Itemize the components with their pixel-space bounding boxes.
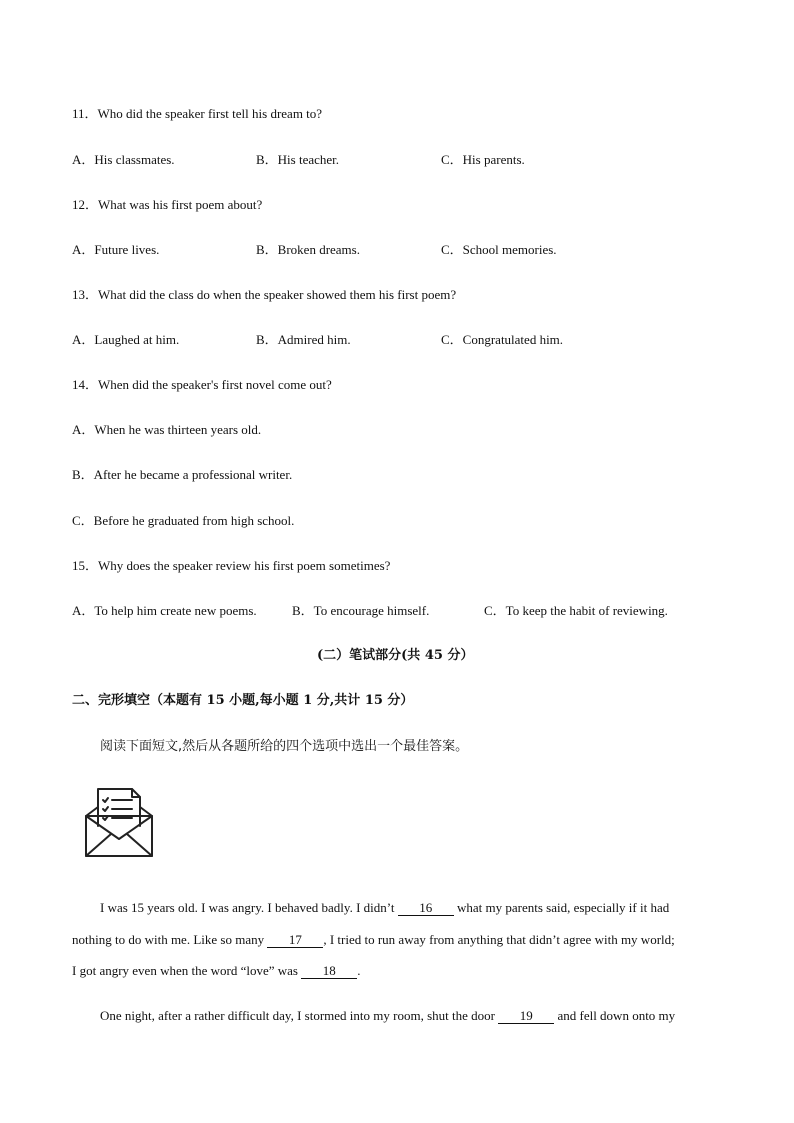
blank-19: 19 [498, 1009, 554, 1024]
question-14-option-a: A．When he was thirteen years old. [72, 422, 262, 437]
question-13-stem: 13．What did the class do when the speaker showed them his first poem? [72, 287, 457, 302]
question-11-option-b: B．His teacher. [256, 152, 340, 167]
question-14-stem: 14．When did the speaker's first novel come out? [72, 377, 332, 392]
question-14-option-c: C．Before he graduated from high school. [72, 513, 295, 528]
passage-line-3 [72, 963, 722, 979]
part-heading: 二、完形填空（本题有 15 小题,每小题 1 分,共计 15 分） [72, 693, 414, 708]
section-title: (二）笔试部分(共 45 分） [317, 648, 474, 663]
question-13-option-b: B．Admired him. [256, 332, 351, 347]
question-12-stem: 12．What was his first poem about? [72, 197, 263, 212]
instruction-text: 阅读下面短文,然后从各题所给的四个选项中选出一个最佳答案。 [100, 739, 469, 754]
passage-line-2 [72, 932, 722, 948]
question-15-stem: 15．Why does the speaker review his first poem sometimes? [72, 558, 391, 573]
passage-text: One night, after a rather difficult day, I stormed into my room, shut the door [100, 1008, 499, 1023]
passage-text: nothing to do with me. Like so many [72, 932, 268, 947]
letter-checklist-icon [84, 786, 154, 858]
question-12-option-c: C．School memories. [441, 242, 557, 257]
passage-text: and fell down onto my [554, 1008, 676, 1023]
question-11-stem: 11．Who did the speaker first tell his dream to? [72, 106, 323, 121]
question-12-option-a: A．Future lives. [72, 242, 160, 257]
passage-line-4 [100, 1008, 750, 1024]
passage-text: I was 15 years old. I was angry. I behaved badly. I didn’t [100, 900, 398, 915]
blank-17: 17 [267, 933, 323, 948]
question-11-option-a: A．His classmates. [72, 152, 175, 167]
question-13-option-a: A．Laughed at him. [72, 332, 180, 347]
question-13-option-c: C．Congratulated him. [441, 332, 564, 347]
question-14-option-b: B．After he became a professional writer. [72, 467, 293, 482]
question-15-option-c: C．To keep the habit of reviewing. [484, 603, 668, 618]
passage-text: , I tried to run away from anything that didn’t agree with my world; [323, 932, 675, 947]
passage-text: I got angry even when the word “love” was [72, 963, 302, 978]
question-15-option-b: B．To encourage himself. [292, 603, 430, 618]
question-12-option-b: B．Broken dreams. [256, 242, 360, 257]
blank-18: 18 [301, 964, 357, 979]
question-15-option-a: A．To help him create new poems. [72, 603, 257, 618]
question-11-option-c: C．His parents. [441, 152, 525, 167]
passage-text: . [357, 963, 361, 978]
passage-line-1 [100, 900, 750, 916]
passage-text: what my parents said, especially if it had [453, 900, 670, 915]
blank-16: 16 [398, 901, 454, 916]
